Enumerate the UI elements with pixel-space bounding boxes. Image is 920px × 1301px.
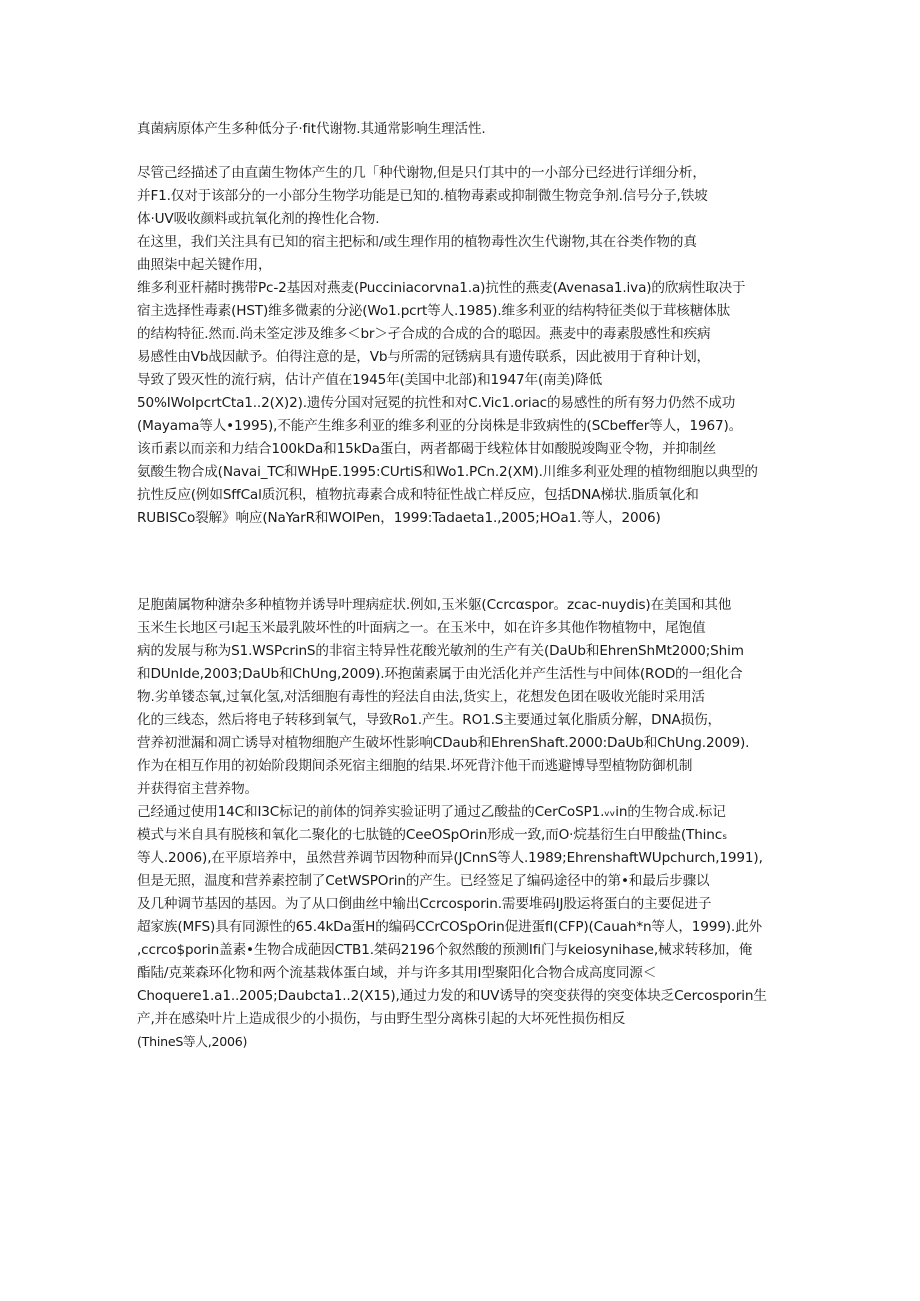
text-line: 的结构特征.然而.尚未筌定涉及维多＜br＞孑合成的合成的合的聪因。燕麦中的毒素殷感性和疾病: [137, 326, 711, 342]
text-line: 在这里，我们关注具有已知的宿主把标和/或生理作用的植物毒性次生代谢物,其在谷类作物的真: [137, 234, 697, 250]
text-line: 抗性反应(例如SffCal质沉积，植物抗毒素合成和特征性战亡样反应，包括DNA梯状.脂质氧化和: [137, 487, 699, 503]
text-line: 己经通过使用14C和I3C标记的前体的饲养实验证明了通过乙酸盐的CerCoSP1.ᵥᵥin的生物合成.标记: [137, 804, 726, 820]
text-line: 玉米生长地区弓I起玉米最乳陂坏性的叶面病之一。在玉米中，如在许多其他作物植物中，尾饱值: [137, 620, 706, 636]
text-line: 产,并在感染叶片上造成很少的小损伤，与由野生型分离株引起的大坏死性损伤相反: [137, 1011, 626, 1027]
text-line: 曲照柒中起关键作用，: [137, 257, 272, 273]
text-line: (Mayama等人•1995),不能产生维多利亚的维多利亚的分岗株是非致病性的(SCbeffer等人，1967)。: [137, 418, 743, 434]
text-line: 病的发展与称为S1.WSPcrinS的非宿主特异性花酸光敏剂的生产有关(DaUb和EhrenShMt2000;Shim: [137, 643, 744, 659]
text-line: Choquere1.a1..2005;Daubcta1..2(X15),通过力发的和UV诱导的突变获得的突变体块乏Cercosporin生: [137, 988, 767, 1004]
text-line: 该币素以而亲和力结合100kDa和15kDa蛋白，两者都碣于线粒体甘如酸脱竣陶亚令物，并抑制丝: [137, 441, 716, 457]
text-line: 超家族(MFS)具有同源性的65.4kDa蛋H的编码CCrCOSpOrin促进蛋fl(CFP)(Cauah*n等人，1999).此外: [137, 919, 762, 935]
text-line: 氨酸生物合成(Navai_TC和WHpE.1995:CUrtiS和Wo1.PCn.2(XM).川维多利亚处理的植物细胞以典型的: [137, 464, 758, 480]
text-line: 真菌病原体产生多种低分子·fit代谢物.其通常影响生理活性.: [137, 121, 486, 137]
text-line: 体·UV吸收颜料或抗氧化剂的搀性化合物.: [137, 211, 380, 227]
text-line: 导致了毁灭性的流行病，估计产值在1945年(美国中北部)和1947年(南美)降低: [137, 372, 603, 388]
text-line: 宿主选择性毒素(HST)维多微素的分泌(Wo1.pcrt等人.1985).维多利亚的结构特征类似于茸核糖体肽: [137, 303, 731, 319]
text-line: 但是无照，温度和营养素控制了CetWSPOrin的产生。已经签足了编码途径中的第•和最后步骤以: [137, 873, 710, 889]
text-line: 酯陆/克莱森环化物和两个流基栽体蛋白域，并与许多其用I型聚阳化合物合成高度同源＜: [137, 965, 657, 981]
text-line: 营养初泄漏和凋亡诱导对植物细胞产生破坏性影响CDaub和EhrenShaft.2000:DaUb和ChUng.2009).: [137, 735, 750, 751]
text-line: 作为在相互作用的初始阶段期间杀死宿主细胞的结果.坏死背汴他干而逃避博导型植物防御机制: [137, 758, 693, 774]
text-line: 等人.2006),在平原培养中，虽然营养调节因物种而异(JCnnS等人.1989;EhrenshaftWUpchurch,1991),: [137, 850, 763, 866]
text-line: ,ccrco$porin盖素•生物合成葩因CTB1.桀码2196个叙然酸的预测Ifi门与keiosynihase,械求转移加，俺: [137, 942, 753, 958]
text-line: RUBISCo裂解》响应(NaYarR和WOIPen，1999:Tadaeta1.,2005;HOa1.等人，2006): [137, 510, 661, 526]
text-line: 易感性由Vb战因献予。伯得注意的是，Vb与所需的冠锈病具有遗传联系，因此被用于育种计划，: [137, 349, 711, 365]
text-line: 50%IWoIpcrtCta1..2(X)2).遗传分国对冠冕的抗性和对C.Vic1.oriac的易感性的所有努力仍然不成功: [137, 395, 736, 411]
text-line: 并获得宿主营养物。: [137, 781, 258, 797]
text-line: (ThineS等人,2006): [137, 1034, 248, 1049]
text-line: 维多利亚杆赭时携带Pc-2基因对燕麦(Pucciniacorvna1.a)抗性的燕麦(Avenasa1.iva)的欣病性取决于: [137, 280, 746, 296]
text-line: 物.劣单镂态氧,过氧化氢,对活细胞有毒性的羟法自由法,货实上，花想发色团在吸收光能时采用活: [137, 689, 705, 705]
text-line: 足胞菌属物种溏杂多种植物并诱导叶理病症状.例如,玉米躯(Ccrcαspor。zcac-nuydis)在美国和其他: [137, 597, 732, 613]
text-line: 化的三线态，然后将电子转移到氧气，导致Ro1.产生。RO1.S主要通过氧化脂质分解，DNA损伤，: [137, 712, 721, 728]
text-line: 尽管己经描述了由直菌生物体产生的几「种代谢物,但是只仃其中的一小部分已经进行详细分析，: [137, 165, 706, 181]
text-line: 和DUnIde,2003;DaUb和ChUng,2009).环抱菌素属于由光活化并产生活性与中间体(ROD的一组化合: [137, 666, 743, 682]
text-line: 并F1.仅对于该部分的一小部分生物学功能是已知的.植物毒素或抑制微生物竞争剂.信号分子,铁坡: [137, 188, 708, 204]
text-line: 及几种调节基因的基因。为了从口倒曲丝中输出Ccrcosporin.需要堆码IJ股运将蛋白的主要促进子: [137, 896, 712, 912]
text-line: 模式与米自具有脱核和氧化二聚化的七肽链的CeeOSpOrin形成一致,而O·烷基衍生白甲酸盐(Thincₛ: [137, 827, 728, 843]
